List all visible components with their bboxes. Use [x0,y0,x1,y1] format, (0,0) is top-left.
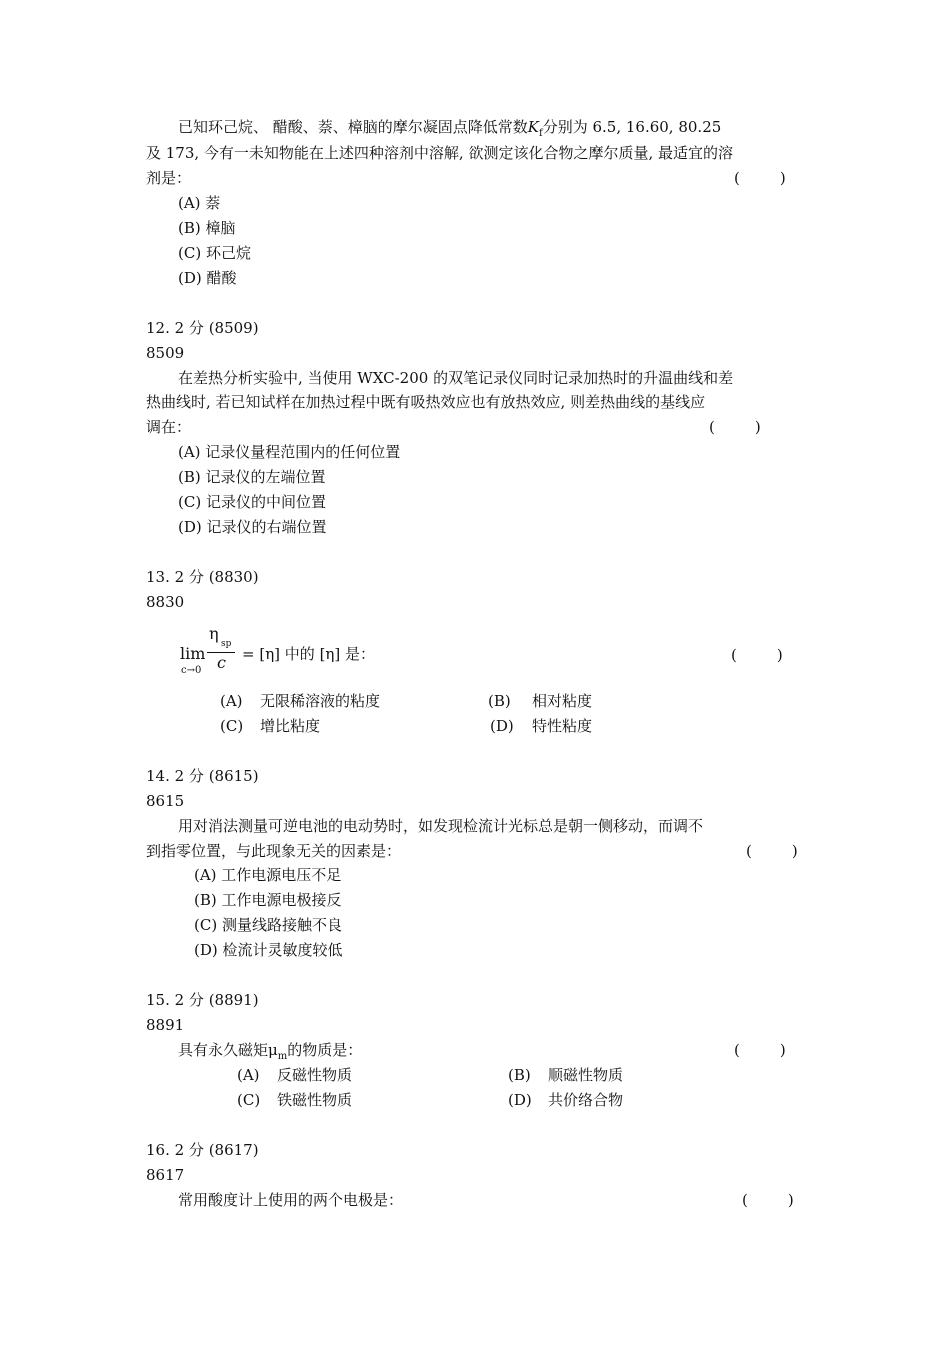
q13-numerator: η [209,624,219,643]
q16-answer-blank[interactable]: ( ) [742,1191,794,1209]
q15-stem: 具有永久磁矩$\mu_m$的物质是： [178,1041,363,1062]
q14-option-b[interactable]: (B) 工作电源电极接反 [194,891,342,909]
q13-option-d-text[interactable]: 特性粘度 [532,717,593,735]
q11-option-a[interactable]: (A) 萘 [178,194,221,212]
q14-answer-blank[interactable]: ( ) [746,842,798,860]
q13-header: 13. 2 分 (8830) [146,568,259,586]
q11-option-d[interactable]: (D) 醋酸 [178,269,237,287]
q13-option-b-text[interactable]: 相对粘度 [532,692,593,710]
q15-option-a-text[interactable]: 反磁性物质 [277,1066,353,1084]
q15-option-c-text[interactable]: 铁磁性物质 [277,1091,353,1109]
q14-header: 14. 2 分 (8615) [146,767,259,785]
q13-option-b-label[interactable]: (B) [488,692,511,710]
q15-answer-blank[interactable]: ( ) [734,1041,786,1059]
q12-header: 12. 2 分 (8509) [146,319,259,337]
q11-answer-blank[interactable]: ( ) [734,169,786,187]
q11-stem-line2: 及 173, 今有一未知物能在上述四种溶剂中溶解, 欲测定该化合物之摩尔质量, 最适宜的溶 [146,144,734,162]
q12-code: 8509 [146,344,185,362]
q16-header: 16. 2 分 (8617) [146,1141,259,1159]
q12-answer-blank[interactable]: ( ) [709,418,761,436]
q15-option-b-text[interactable]: 顺磁性物质 [548,1066,624,1084]
q15-option-c-label[interactable]: (C) [237,1091,261,1109]
q15-code: 8891 [146,1016,185,1034]
q16-code: 8617 [146,1166,185,1184]
q13-option-a-label[interactable]: (A) [220,692,243,710]
q14-code: 8615 [146,792,185,810]
q13-denominator: c [217,653,226,672]
q15-option-d-label[interactable]: (D) [508,1091,532,1109]
q13-option-d-label[interactable]: (D) [490,717,514,735]
q13-option-c-label[interactable]: (C) [220,717,244,735]
q14-option-a[interactable]: (A) 工作电源电压不足 [194,866,342,884]
q12-option-b[interactable]: (B) 记录仪的左端位置 [178,468,326,486]
q11-option-b[interactable]: (B) 樟脑 [178,219,236,237]
q13-answer-blank[interactable]: ( ) [731,646,783,664]
q12-stem-line1: 在差热分析实验中, 当使用 WXC-200 的双笔记录仪同时记录加热时的升温曲线和差 [178,369,734,387]
q12-stem-line2: 热曲线时, 若已知试样在加热过程中既有吸热效应也有放热效应, 则差热曲线的基线应 [146,393,706,411]
q11-option-c[interactable]: (C) 环己烷 [178,244,251,262]
q15-header: 15. 2 分 (8891) [146,991,259,1009]
q13-code: 8830 [146,593,185,611]
q15-option-b-label[interactable]: (B) [508,1066,531,1084]
q14-stem-line1: 用对消法测量可逆电池的电动势时，如发现检流计光标总是朝一侧移动，而调不 [178,817,704,835]
q13-lim-sub: c→0 [181,665,202,676]
q15-option-a-label[interactable]: (A) [237,1066,260,1084]
q16-stem: 常用酸度计上使用的两个电极是： [178,1191,404,1209]
q14-stem-line2: 到指零位置，与此现象无关的因素是： [146,842,402,860]
q12-option-d[interactable]: (D) 记录仪的右端位置 [178,518,327,536]
q12-option-c[interactable]: (C) 记录仪的中间位置 [178,493,326,511]
q13-option-c-text[interactable]: 增比粘度 [260,717,321,735]
q12-stem-line3: 调在： [146,418,192,436]
q14-option-c[interactable]: (C) 测量线路接触不良 [194,916,342,934]
q12-option-a[interactable]: (A) 记录仪量程范围内的任何位置 [178,443,401,461]
q13-formula-rest: = [η] 中的 [η] 是： [242,645,376,663]
q11-stem-line3: 剂是： [146,169,192,187]
q15-option-d-text[interactable]: 共价络合物 [548,1091,624,1109]
q14-option-d[interactable]: (D) 检流计灵敏度较低 [194,941,343,959]
q13-lim: lim [180,644,206,663]
q13-numerator-sub: sp [221,639,232,649]
q11-stem-line1: 已知环己烷、 醋酸、萘、樟脑的摩尔凝固点降低常数$K_f$分别为 6.5, 16.60, 80.25 [178,118,722,139]
q13-option-a-text[interactable]: 无限稀溶液的粘度 [260,692,381,710]
